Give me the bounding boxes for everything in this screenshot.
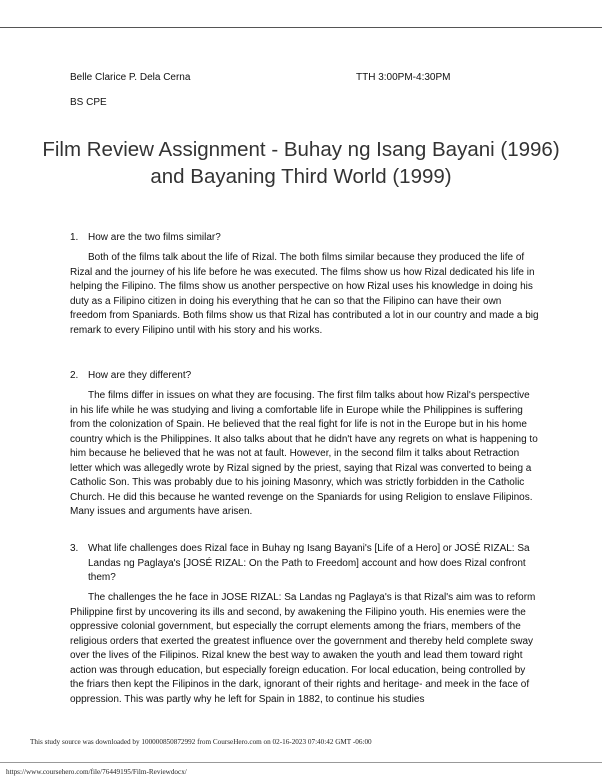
question-text: How are the two films similar?: [88, 232, 221, 243]
question-text: How are they different?: [88, 370, 192, 381]
question-number: 3.: [70, 543, 79, 554]
download-notice: This study source was downloaded by 100000850872992 from CourseHero.com on 02-16-2023 07:40:42 GMT -06:00: [30, 738, 372, 746]
source-url[interactable]: https://www.coursehero.com/file/76449195/Film-Reviewdocx/: [6, 768, 187, 776]
answer-2: The films differ in issues on what they are focusing. The first film talks about how Rizal's perspective in his life while he was studying and living a comfortable life in Europe while the Philippines is suffering from the colonization of Spain. He believed that the real fight for life is not in the Europe but in his home country which is the Philippines. It also talks about that he didn't have any regrets on what is happening to him because he believed that he was not at fault. However, in the second film it talks about Retraction letter which was allegedly wrote by Rizal signed by the priest, saying that Rizal was converted to being a Catholic Son. This was probably due to his joining Masonry, which was strictly forbidden in the Catholic Church. He did this because he wanted revenge on the Spaniards for using Religion to enslave Filipinos. Many issues and arguments have arisen.: [70, 390, 538, 517]
question-number: 1.: [70, 232, 79, 243]
top-rule: [0, 27, 602, 28]
class-schedule: TTH 3:00PM-4:30PM: [356, 72, 451, 83]
question-number: 2.: [70, 370, 79, 381]
author-name: Belle Clarice P. Dela Cerna: [70, 72, 191, 83]
question-1: [70, 231, 542, 246]
question-2: [70, 369, 542, 384]
program: BS CPE: [70, 97, 107, 108]
document-title: Film Review Assignment - Buhay ng Isang Bayani (1996) and Bayaning Third World (1999): [42, 138, 560, 188]
question-3: [70, 542, 542, 586]
answer-3: The challenges the he face in JOSE RIZAL: Sa Landas ng Paglaya's is that Rizal's aim was to reform Philippine first by uncovering its ills and second, by awakening the Filipino youth. His enemies were the oppressive colonial government, but especially the corrupt elements among the friars, members of the religious orders that exerted the greatest influence over the government and thereby held complete sway over the lives of the Filipinos. Rizal knew the best way to awaken the youth and lead them toward right action was through education, but especially foreign education. For local education, being controlled by the friars then kept the Filipinos in the dark, ignorant of their rights and heritage- and meek in the face of oppression. This was partly why he left for Spain in 1882, to continue his studies: [70, 592, 536, 705]
bottom-rule: [0, 762, 602, 763]
question-text: What life challenges does Rizal face in Buhay ng Isang Bayani's [Life of a Hero] or JOSÉ RIZAL: Sa Landas ng Paglaya's [JOSÉ RIZAL: On the Path to Freedom] account and how does Rizal confront them?: [88, 543, 530, 583]
answer-1: Both of the films talk about the life of Rizal. The both films similar because they produced the life of Rizal and the journey of his life before he was executed. The films show us how Rizal dedicated his life in helping the Filipino. The films show us another perspective on how Rizal uses his knowledge in doing his duty as a Filipino citizen in doing his everything that he can so that the Filipino can have their own freedom from Spaniards. Both films show us that Rizal has contributed a lot in our country and made a big remark to every Filipino until with his story and his works.: [70, 252, 539, 336]
